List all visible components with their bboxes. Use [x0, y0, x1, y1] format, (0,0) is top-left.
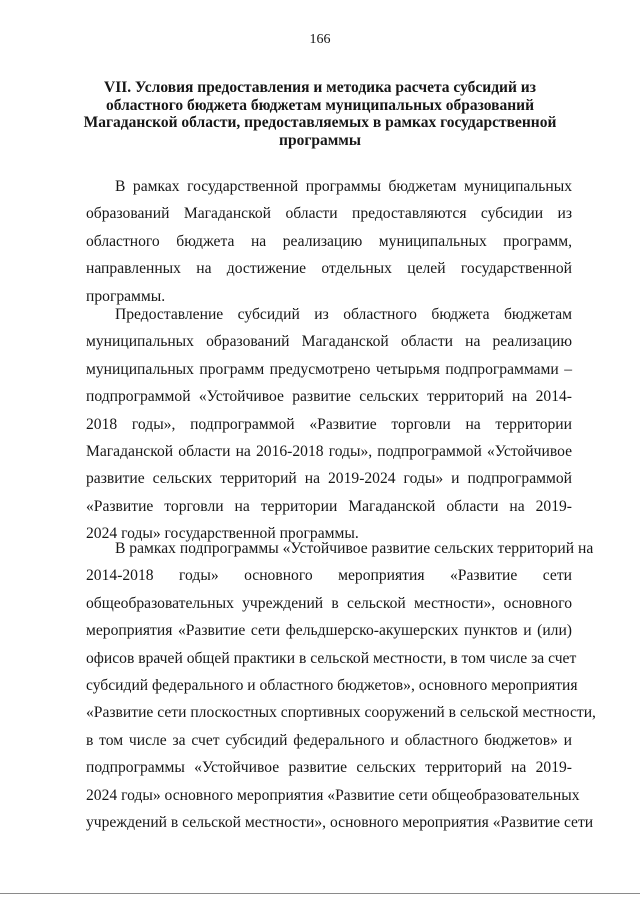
text-line: офисов врачей общей практики в сельской местности, в том числе за счет	[86, 649, 577, 667]
text-line: 2024 годы» государственной программы.	[86, 525, 359, 543]
paragraph-1	[86, 173, 572, 310]
section-heading	[70, 79, 570, 149]
heading-line: VII. Условия предоставления и методика расчета субсидий из	[104, 79, 536, 96]
text-line: «Развитие сети плоскостных спортивных сооружений в сельской местности,	[86, 704, 596, 722]
text-line: направленных на достижение отдельных целей государственной	[86, 260, 572, 278]
text-line: 2014-2018 годы» основного мероприятия «Развитие сети	[86, 567, 572, 585]
heading-line: программы	[279, 131, 361, 149]
text-line: муниципальных программ предусмотрено четырьмя подпрограммами –	[86, 360, 572, 378]
text-line: В рамках подпрограммы «Устойчивое развитие сельских территорий на	[115, 540, 594, 557]
text-line: субсидий федерального и областного бюджетов», основного мероприятия	[86, 676, 578, 694]
text-line: Предоставление субсидий из областного бюджета бюджетам	[115, 306, 572, 323]
text-line: муниципальных образований Магаданской области на реализацию	[86, 333, 572, 351]
paragraph-2	[86, 301, 572, 548]
text-line: развитие сельских территорий на 2019-2024 годы» и подпрограммой	[86, 470, 572, 488]
text-line: В рамках государственной программы бюджетам муниципальных	[115, 178, 572, 195]
heading-line: областного бюджета бюджетам муниципальных образований	[105, 96, 535, 114]
text-line: 2024 годы» основного мероприятия «Развитие сети общеобразовательных	[86, 786, 580, 804]
text-line: подпрограммы «Устойчивое развитие сельских территорий на 2019-	[86, 759, 572, 777]
text-line: в том числе за счет субсидий федерального и областного бюджетов» и	[86, 731, 572, 749]
heading-line: Магаданской области, предоставляемых в рамках государственной	[83, 114, 557, 131]
text-line: областного бюджета на реализацию муниципальных программ,	[86, 232, 572, 250]
text-line: «Развитие торговли на территории Магаданской области на 2019-	[86, 497, 572, 515]
paragraph-3	[86, 535, 596, 836]
text-line: 2018 годы», подпрограммой «Развитие торговли на территории	[86, 415, 572, 433]
text-line: Магаданской области на 2016-2018 годы», подпрограммой «Устойчивое	[86, 442, 572, 460]
page-number: 166	[309, 32, 331, 47]
text-line: подпрограммой «Устойчивое развитие сельских территорий на 2014-	[86, 388, 572, 406]
text-line: общеобразовательных учреждений в сельской местности», основного	[86, 594, 572, 612]
text-line: мероприятия «Развитие сети фельдшерско-акушерских пунктов и (или)	[86, 622, 572, 640]
text-line: учреждений в сельской местности», основного мероприятия «Развитие сети	[86, 813, 594, 831]
text-line: программы.	[86, 287, 166, 305]
text-line: образований Магаданской области предоставляются субсидии из	[86, 205, 572, 223]
page-bottom-divider	[0, 893, 640, 894]
